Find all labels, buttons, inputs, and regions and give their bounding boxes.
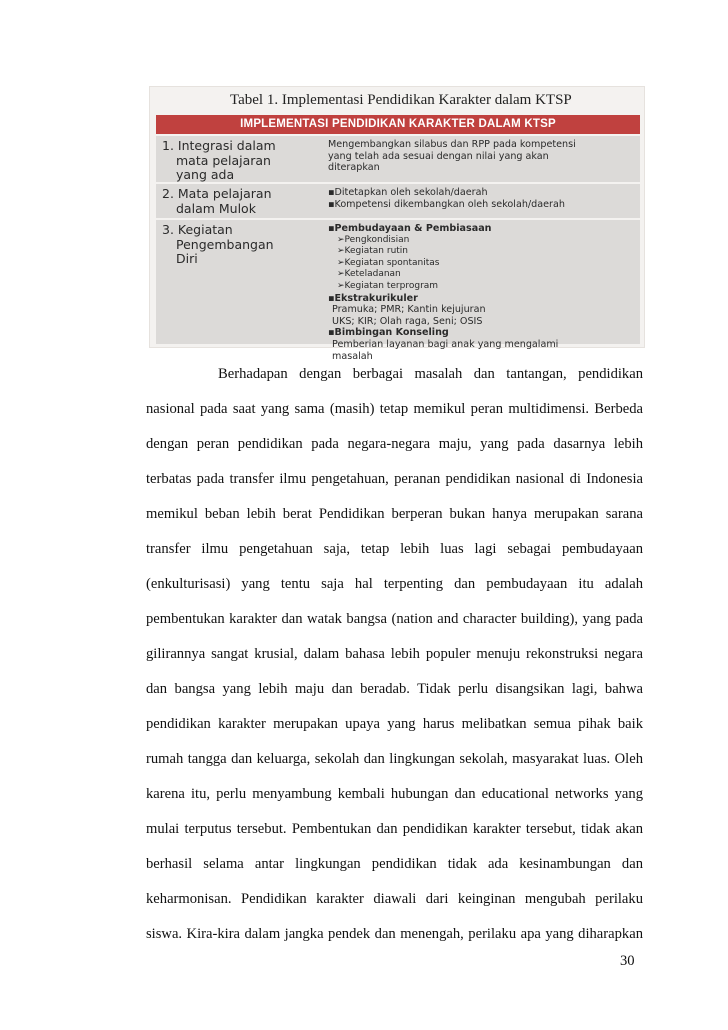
- body-line: dan bangsa yang lebih maju dan beradab. Tidak perlu disangsikan lagi, bahwa: [146, 681, 643, 697]
- body-line: mulai terputus tersebut. Pembentukan dan pendidikan karakter tersebut, tidak akan: [146, 821, 643, 837]
- row-label: [162, 223, 322, 267]
- body-line: nasional pada saat yang sama (masih) tetap memikul peran multidimensi. Berbeda: [146, 401, 643, 417]
- row-label-line: Pengembangan: [176, 236, 274, 252]
- row-label-line: dalam Mulok: [176, 200, 256, 216]
- body-line: memikul beban lebih berat Pendidikan berperan bukan hanya merupakan sarana: [146, 506, 643, 522]
- row-label-line: 2. Mata pelajaran: [162, 186, 272, 201]
- row-description-line: ▪Kompetensi dikembangkan oleh sekolah/daerah: [328, 198, 565, 210]
- body-line: (enkulturisasi) yang tentu saja hal terpenting dan pembudayaan itu adalah: [146, 576, 643, 592]
- row-subheading: ▪Ekstrakurikuler: [328, 292, 418, 304]
- row-description-line: masalah: [332, 350, 373, 362]
- body-line: siswa. Kira-kira dalam jangka pendek dan menengah, perilaku apa yang diharapkan: [146, 926, 643, 942]
- row-label-line: mata pelajaran: [176, 152, 271, 168]
- row-description-line: ▪Ditetapkan oleh sekolah/daerah: [328, 187, 488, 198]
- row-bullet-item: ➢Kegiatan spontanitas: [337, 257, 440, 268]
- row-description-line: diterapkan: [328, 162, 380, 174]
- body-line: Berhadapan dengan berbagai masalah dan tantangan, pendidikan: [218, 366, 643, 382]
- body-line: pendidikan karakter merupakan upaya yang harus melibatkan semua pihak baik: [146, 716, 643, 732]
- table-row: [156, 218, 640, 362]
- body-line: berhasil selama antar lingkungan pendidikan tidak ada kesinambungan dan: [146, 856, 643, 872]
- body-line: karena itu, perlu menyambung kembali hubungan dan educational networks yang: [146, 786, 643, 802]
- figure-caption: Tabel 1. Implementasi Pendidikan Karakter dalam KTSP: [230, 92, 572, 108]
- table-header: IMPLEMENTASI PENDIDIKAN KARAKTER DALAM KTSP: [156, 115, 640, 134]
- row-label-line: 3. Kegiatan: [162, 222, 233, 237]
- row-subheading: ▪Pembudayaan & Pembiasaan: [328, 223, 492, 234]
- table-figure-image: [149, 86, 645, 362]
- row-description: [328, 223, 638, 362]
- row-bullet-item: ➢Keteladanan: [337, 269, 401, 280]
- row-label: [162, 187, 322, 216]
- body-line: keharmonisan. Pendidikan karakter diawali dari keinginan mengubah perilaku: [146, 891, 643, 907]
- row-description-line: Pramuka; PMR; Kantin kejujuran: [332, 304, 486, 316]
- body-line: terbatas pada transfer ilmu pengetahuan, peranan pendidikan nasional di Indonesia: [146, 471, 643, 487]
- body-line: rumah tangga dan keluarga, sekolah dan lingkungan sekolah, masyarakat luas. Oleh: [146, 751, 643, 767]
- row-bullet-item: ➢Kegiatan rutin: [337, 246, 409, 257]
- row-bullet-item: ➢Pengkondisian: [337, 234, 410, 245]
- body-line: pembentukan karakter dan watak bangsa (nation and character building), yang pada: [146, 611, 643, 627]
- body-line: transfer ilmu pengetahuan saja, tetap lebih luas lagi sebagai pembudayaan: [146, 541, 643, 557]
- row-description-line: yang telah ada sesuai dengan nilai yang akan: [328, 150, 549, 162]
- row-label-line: 1. Integrasi dalam: [162, 138, 276, 153]
- body-line: gilirannya sangat krusial, dalam bahasa lebih populer menuju rekonstruksi negara: [146, 646, 643, 662]
- row-description: [328, 187, 638, 210]
- row-subheading: ▪Bimbingan Konseling: [328, 327, 449, 339]
- row-description-line: Mengembangkan silabus dan RPP pada kompetensi: [328, 139, 576, 150]
- page-number: 30: [620, 953, 635, 969]
- row-description-line: UKS; KIR; Olah raga, Seni; OSIS: [332, 315, 483, 327]
- body-line: dengan peran pendidikan pada negara-negara maju, yang pada dasarnya lebih: [146, 436, 643, 452]
- row-bullet-item: ➢Kegiatan terprogram: [337, 280, 439, 291]
- table-row: [156, 182, 640, 218]
- row-description: [328, 139, 638, 174]
- table-row: [156, 134, 640, 182]
- row-label-line: yang ada: [176, 167, 235, 182]
- row-description-line: Pemberian layanan bagi anak yang mengalami: [332, 338, 559, 350]
- row-label-line: Diri: [176, 251, 198, 266]
- row-label: [162, 139, 322, 183]
